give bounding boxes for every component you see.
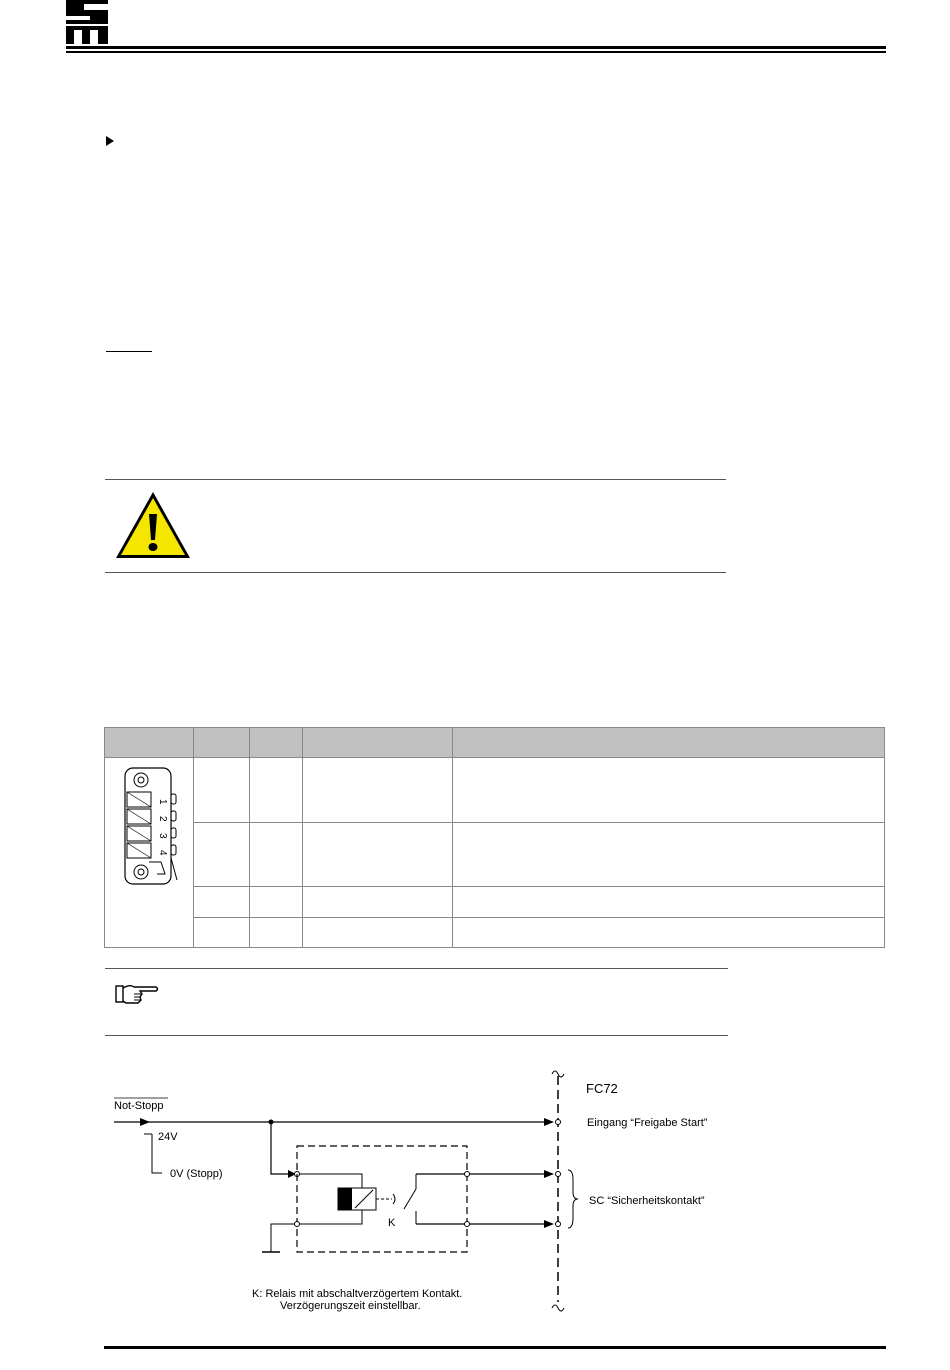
legend-line-2: Verzögerungszeit einstellbar.: [280, 1300, 421, 1312]
note-box-top-rule: [105, 968, 728, 969]
company-logo: [66, 0, 108, 44]
table-cell: [194, 918, 250, 948]
table-row: [105, 918, 885, 948]
table-cell: [453, 823, 885, 887]
emergency-stop-label: Not-Stopp: [114, 1100, 164, 1112]
connector-terminal-icon: [113, 762, 193, 892]
header-cell: [453, 728, 885, 758]
table-cell: [303, 918, 453, 948]
table-cell: [250, 887, 303, 918]
table-cell: [250, 758, 303, 823]
warning-box-bottom-rule: [105, 572, 726, 573]
header-cell: [105, 728, 194, 758]
svg-text:1: 1: [157, 799, 168, 805]
svg-text:2: 2: [157, 816, 168, 822]
underline-mark: [106, 351, 152, 352]
input-label: Eingang “Freigabe Start”: [587, 1117, 708, 1129]
circuit-diagram: [100, 1062, 740, 1322]
table-cell: [453, 887, 885, 918]
table-cell: [453, 918, 885, 948]
connector-pin-table: [104, 727, 885, 948]
table-cell: [303, 758, 453, 823]
header-rule-thin: [66, 51, 886, 53]
safety-contact-label: SC “Sicherheitskontakt”: [589, 1195, 705, 1207]
footer-rule: [104, 1346, 886, 1349]
table-header-row: [105, 728, 885, 758]
table-row: [105, 887, 885, 918]
table-row: [105, 758, 885, 823]
header-rule: [66, 46, 886, 49]
svg-text:4: 4: [157, 850, 168, 856]
level-low-label: 0V (Stopp): [170, 1168, 223, 1180]
bullet-arrow-icon: [106, 136, 114, 146]
table-cell: [250, 918, 303, 948]
warning-box-top-rule: [105, 479, 726, 480]
legend-line-1: K: Relais mit abschaltverzögertem Kontakt.: [252, 1288, 463, 1300]
device-label: FC72: [586, 1081, 618, 1096]
level-high-label: 24V: [158, 1131, 178, 1143]
relay-label: K: [388, 1217, 396, 1229]
table-row: [105, 823, 885, 887]
svg-text:3: 3: [157, 833, 168, 839]
table-cell: [250, 823, 303, 887]
table-cell: [194, 758, 250, 823]
connector-image-cell: [105, 758, 194, 948]
header-cell: [194, 728, 250, 758]
table-cell: [194, 887, 250, 918]
note-box-bottom-rule: [105, 1035, 728, 1036]
table-cell: [303, 823, 453, 887]
table-cell: [303, 887, 453, 918]
warning-triangle-icon: [114, 490, 192, 560]
header-cell: [303, 728, 453, 758]
pointing-hand-icon: [114, 982, 160, 1006]
table-cell: [194, 823, 250, 887]
header-cell: [250, 728, 303, 758]
table-cell: [453, 758, 885, 823]
